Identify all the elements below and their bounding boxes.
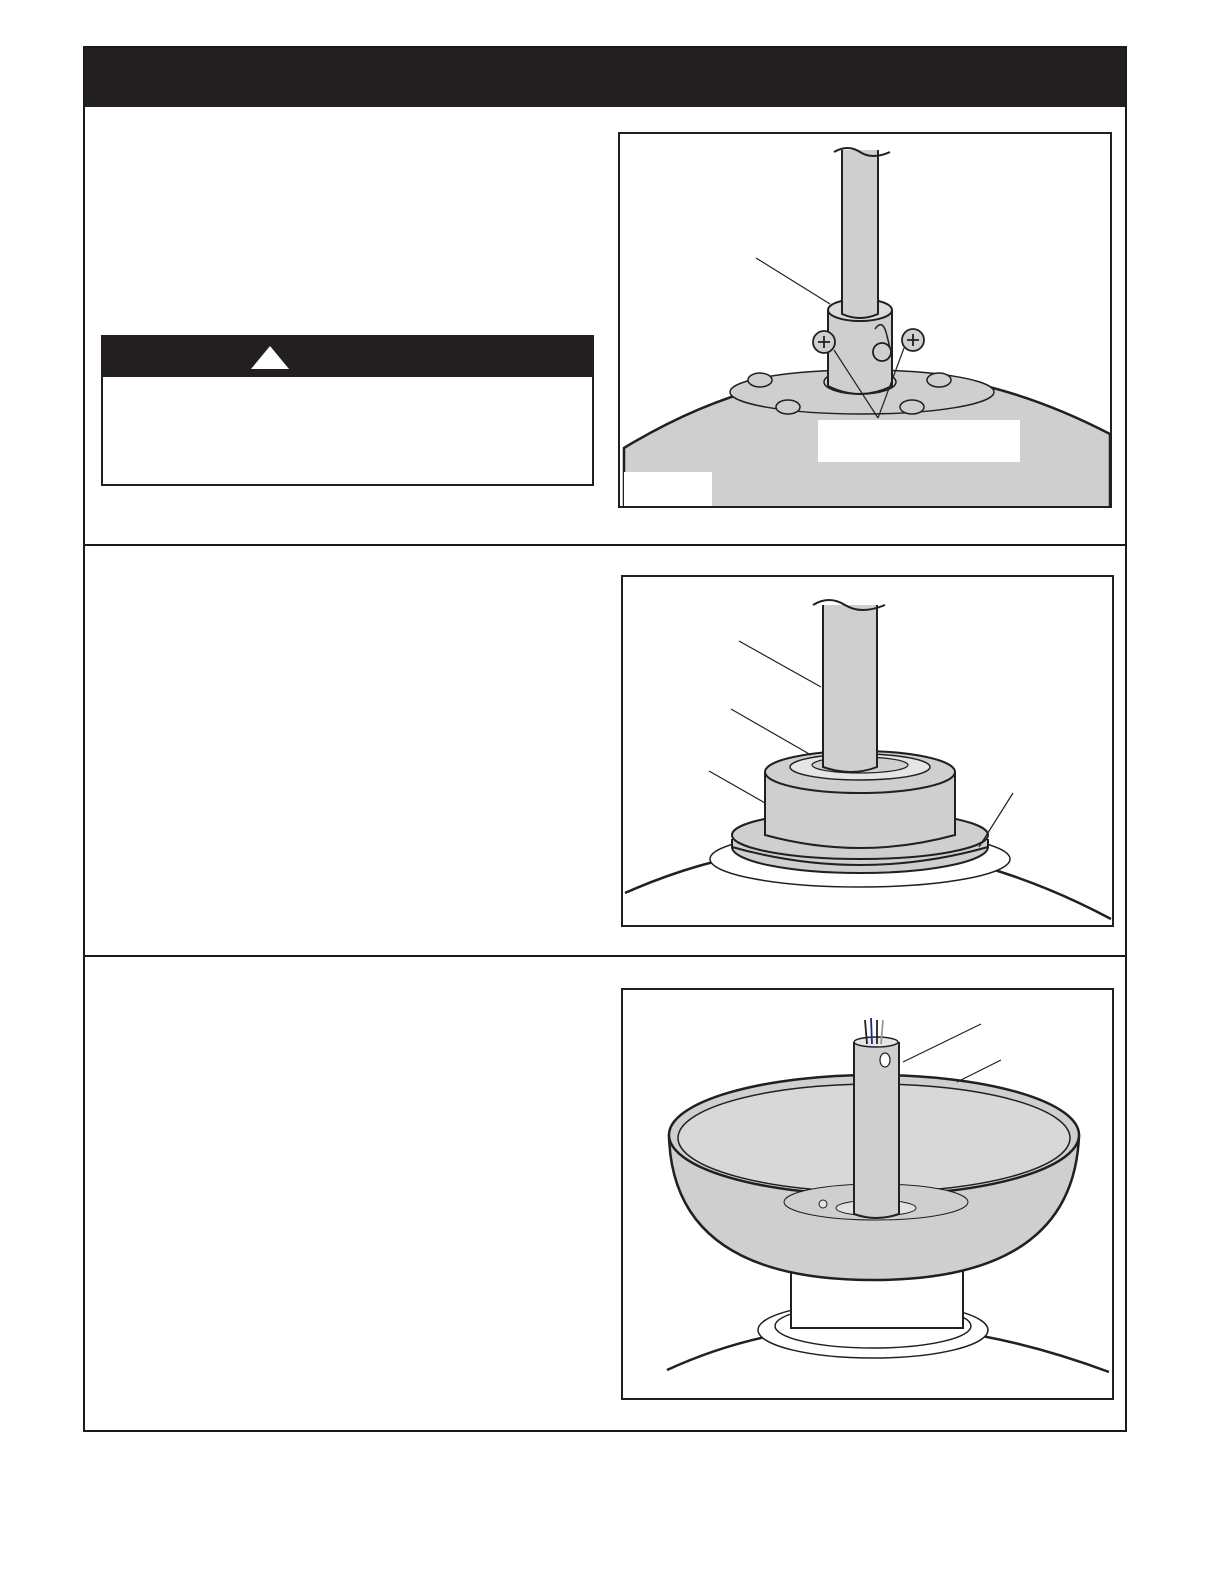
figure-2-illustration	[623, 577, 1114, 927]
figure-2-label	[627, 893, 628, 894]
callout-arrow-1	[903, 1024, 981, 1062]
figure-3-illustration	[623, 990, 1114, 1400]
section-divider-2	[83, 955, 1127, 957]
callout-arrow-1	[756, 258, 830, 304]
warning-triangle-icon	[251, 346, 289, 369]
warning-box	[101, 335, 594, 486]
figure-1-callout	[818, 420, 1020, 462]
callout-arrow-2	[731, 709, 811, 755]
downrod	[823, 605, 877, 772]
figure-1-label	[624, 472, 712, 508]
downrod	[854, 1042, 899, 1218]
figure-1	[618, 132, 1112, 508]
figure-3	[621, 988, 1114, 1400]
callout-arrow-1	[739, 641, 821, 687]
warning-header	[103, 337, 592, 377]
callout-arrow-3	[709, 771, 765, 803]
callout-arrow-2	[957, 1060, 1001, 1082]
section-divider-1	[83, 544, 1127, 546]
downrod-hole	[880, 1053, 890, 1067]
figure-3-label	[627, 1370, 628, 1371]
figure-2	[621, 575, 1114, 927]
downrod	[842, 150, 878, 318]
callout-arrow-4	[979, 793, 1013, 847]
